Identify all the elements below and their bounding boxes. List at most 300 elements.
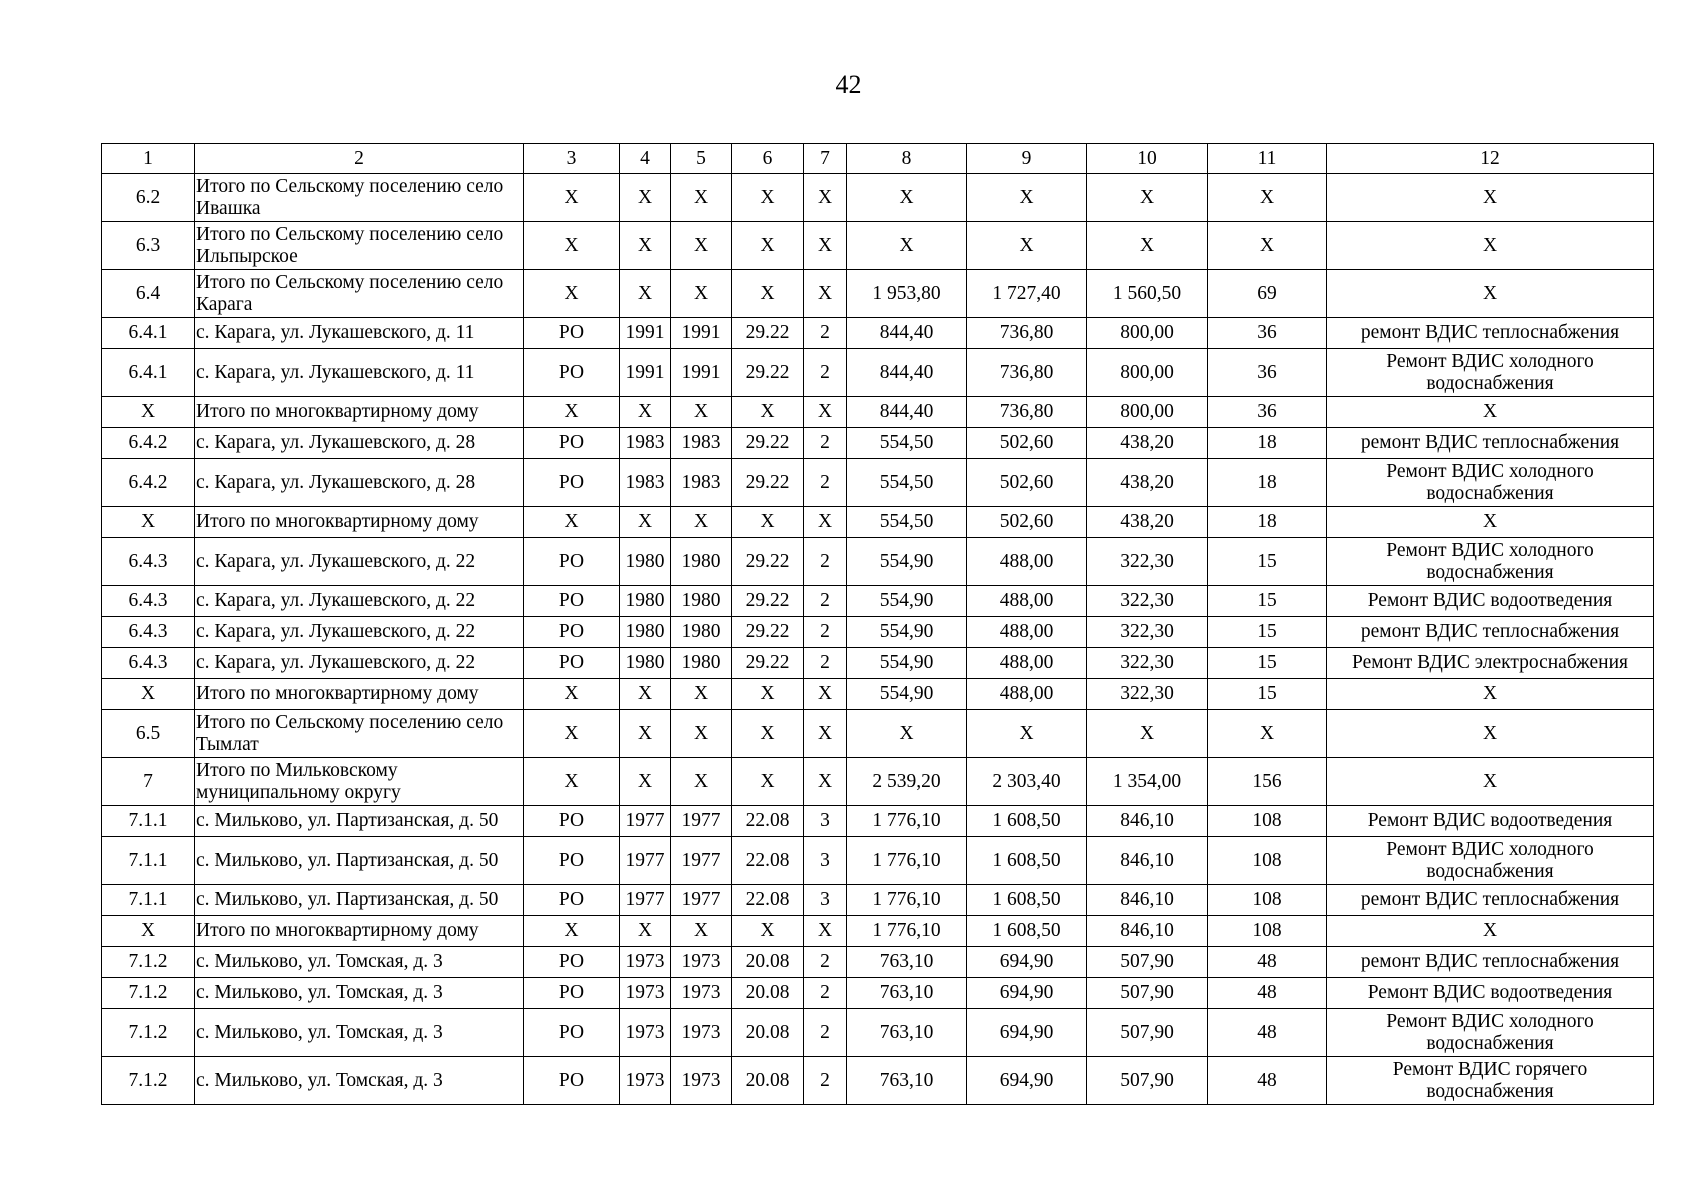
- cell-residents: 108: [1208, 806, 1327, 837]
- cell-row-number: 6.4.3: [102, 617, 195, 648]
- cell-address: Итого по многоквартирному дому: [195, 397, 524, 428]
- data-table: [101, 143, 1654, 1105]
- cell-year-built: 1977: [620, 837, 671, 885]
- cell-floors: 2: [804, 947, 847, 978]
- cell-address: с. Карага, ул. Лукашевского, д. 22: [195, 586, 524, 617]
- cell-area-total: 763,10: [847, 1057, 967, 1105]
- table-row: [102, 428, 1654, 459]
- cell-code: 29.22: [732, 617, 804, 648]
- cell-work-type: ремонт ВДИС теплоснабжения: [1327, 885, 1654, 916]
- cell-code: 20.08: [732, 978, 804, 1009]
- cell-residents: X: [1208, 710, 1327, 758]
- cell-area-living: 694,90: [967, 1057, 1087, 1105]
- cell-work-type: X: [1327, 679, 1654, 710]
- cell-owner-type: РО: [524, 1009, 620, 1057]
- cell-work-type: Ремонт ВДИС водоотведения: [1327, 586, 1654, 617]
- cell-year-built: 1991: [620, 318, 671, 349]
- header-cell: 8: [847, 144, 967, 174]
- cell-residents: 36: [1208, 397, 1327, 428]
- cell-row-number: 6.4: [102, 270, 195, 318]
- cell-owner-type: РО: [524, 806, 620, 837]
- cell-area-other: 322,30: [1087, 538, 1208, 586]
- cell-owner-type: РО: [524, 885, 620, 916]
- cell-area-total: 2 539,20: [847, 758, 967, 806]
- cell-code: X: [732, 710, 804, 758]
- cell-residents: 48: [1208, 1009, 1327, 1057]
- page-number: 42: [835, 70, 862, 99]
- cell-area-living: 736,80: [967, 397, 1087, 428]
- cell-area-living: X: [967, 710, 1087, 758]
- cell-address: Итого по многоквартирному дому: [195, 507, 524, 538]
- cell-area-total: 554,90: [847, 586, 967, 617]
- cell-address: с. Карага, ул. Лукашевского, д. 28: [195, 428, 524, 459]
- cell-area-living: 694,90: [967, 1009, 1087, 1057]
- cell-work-type: X: [1327, 916, 1654, 947]
- cell-residents: 18: [1208, 507, 1327, 538]
- cell-code: 20.08: [732, 947, 804, 978]
- cell-floors: 2: [804, 459, 847, 507]
- cell-area-other: X: [1087, 710, 1208, 758]
- table-row: [102, 617, 1654, 648]
- cell-area-other: 438,20: [1087, 428, 1208, 459]
- cell-area-total: 1 776,10: [847, 885, 967, 916]
- cell-floors: 2: [804, 586, 847, 617]
- cell-year-commissioned: 1973: [671, 978, 732, 1009]
- cell-area-total: 554,90: [847, 679, 967, 710]
- cell-row-number: X: [102, 679, 195, 710]
- cell-area-other: 846,10: [1087, 806, 1208, 837]
- cell-code: 20.08: [732, 1057, 804, 1105]
- cell-floors: 2: [804, 349, 847, 397]
- cell-floors: 3: [804, 806, 847, 837]
- header-cell: 9: [967, 144, 1087, 174]
- cell-code: 29.22: [732, 459, 804, 507]
- cell-area-total: 554,50: [847, 428, 967, 459]
- cell-owner-type: X: [524, 710, 620, 758]
- cell-year-commissioned: 1973: [671, 1009, 732, 1057]
- cell-area-living: 1 727,40: [967, 270, 1087, 318]
- cell-year-built: 1977: [620, 806, 671, 837]
- cell-year-commissioned: X: [671, 174, 732, 222]
- cell-owner-type: РО: [524, 349, 620, 397]
- cell-work-type: X: [1327, 222, 1654, 270]
- cell-area-living: 1 608,50: [967, 837, 1087, 885]
- cell-year-commissioned: X: [671, 758, 732, 806]
- cell-area-living: 694,90: [967, 947, 1087, 978]
- cell-row-number: 6.5: [102, 710, 195, 758]
- cell-row-number: 7.1.1: [102, 885, 195, 916]
- cell-year-commissioned: 1980: [671, 538, 732, 586]
- cell-floors: X: [804, 916, 847, 947]
- cell-address: с. Карага, ул. Лукашевского, д. 11: [195, 318, 524, 349]
- cell-floors: 3: [804, 885, 847, 916]
- cell-year-built: 1980: [620, 617, 671, 648]
- cell-area-total: 763,10: [847, 1009, 967, 1057]
- cell-code: 29.22: [732, 538, 804, 586]
- cell-floors: X: [804, 222, 847, 270]
- cell-year-commissioned: 1973: [671, 947, 732, 978]
- cell-area-living: 488,00: [967, 648, 1087, 679]
- cell-area-total: 554,90: [847, 538, 967, 586]
- cell-area-total: 554,50: [847, 507, 967, 538]
- table-row: [102, 459, 1654, 507]
- cell-owner-type: РО: [524, 586, 620, 617]
- cell-row-number: 7.1.2: [102, 947, 195, 978]
- cell-year-built: 1973: [620, 978, 671, 1009]
- cell-row-number: 7.1.1: [102, 806, 195, 837]
- cell-row-number: X: [102, 916, 195, 947]
- cell-area-other: 322,30: [1087, 648, 1208, 679]
- cell-area-living: 502,60: [967, 459, 1087, 507]
- cell-area-living: 1 608,50: [967, 916, 1087, 947]
- cell-year-commissioned: 1983: [671, 428, 732, 459]
- cell-residents: X: [1208, 222, 1327, 270]
- cell-row-number: 7: [102, 758, 195, 806]
- cell-work-type: ремонт ВДИС теплоснабжения: [1327, 947, 1654, 978]
- cell-area-living: X: [967, 222, 1087, 270]
- cell-area-other: 846,10: [1087, 885, 1208, 916]
- cell-row-number: 6.3: [102, 222, 195, 270]
- cell-year-commissioned: 1977: [671, 885, 732, 916]
- table-row: [102, 318, 1654, 349]
- cell-floors: X: [804, 679, 847, 710]
- cell-code: X: [732, 222, 804, 270]
- cell-year-built: 1980: [620, 648, 671, 679]
- cell-year-commissioned: 1980: [671, 648, 732, 679]
- table-row: [102, 758, 1654, 806]
- cell-area-other: 800,00: [1087, 349, 1208, 397]
- cell-code: X: [732, 174, 804, 222]
- cell-address: Итого по Сельскому поселению село Карага: [195, 270, 524, 318]
- cell-residents: 36: [1208, 349, 1327, 397]
- cell-year-built: X: [620, 710, 671, 758]
- cell-year-built: X: [620, 916, 671, 947]
- cell-area-total: 1 953,80: [847, 270, 967, 318]
- table-row: [102, 1009, 1654, 1057]
- cell-address: Итого по многоквартирному дому: [195, 679, 524, 710]
- cell-area-other: X: [1087, 222, 1208, 270]
- table-row: [102, 507, 1654, 538]
- cell-area-other: 507,90: [1087, 947, 1208, 978]
- cell-area-living: 488,00: [967, 586, 1087, 617]
- cell-area-total: X: [847, 174, 967, 222]
- table-row: [102, 397, 1654, 428]
- table-row: [102, 222, 1654, 270]
- cell-floors: 2: [804, 1009, 847, 1057]
- cell-floors: 2: [804, 1057, 847, 1105]
- table-row: [102, 679, 1654, 710]
- cell-code: 29.22: [732, 349, 804, 397]
- cell-owner-type: X: [524, 507, 620, 538]
- cell-year-built: X: [620, 679, 671, 710]
- cell-area-other: 322,30: [1087, 679, 1208, 710]
- cell-residents: 48: [1208, 978, 1327, 1009]
- cell-area-living: 488,00: [967, 679, 1087, 710]
- cell-owner-type: РО: [524, 428, 620, 459]
- cell-code: 29.22: [732, 428, 804, 459]
- cell-area-living: 694,90: [967, 978, 1087, 1009]
- cell-code: X: [732, 679, 804, 710]
- cell-row-number: 7.1.2: [102, 978, 195, 1009]
- table-row: [102, 349, 1654, 397]
- table-row: [102, 648, 1654, 679]
- cell-work-type: ремонт ВДИС теплоснабжения: [1327, 428, 1654, 459]
- cell-residents: 15: [1208, 538, 1327, 586]
- table-body: [102, 144, 1654, 1105]
- cell-residents: 15: [1208, 648, 1327, 679]
- cell-year-commissioned: X: [671, 710, 732, 758]
- cell-year-commissioned: 1977: [671, 806, 732, 837]
- cell-work-type: Ремонт ВДИС водоотведения: [1327, 978, 1654, 1009]
- table-row: [102, 837, 1654, 885]
- cell-address: Итого по Сельскому поселению село Тымлат: [195, 710, 524, 758]
- cell-owner-type: X: [524, 222, 620, 270]
- cell-address: Итого по многоквартирному дому: [195, 916, 524, 947]
- cell-residents: 156: [1208, 758, 1327, 806]
- cell-area-other: 438,20: [1087, 507, 1208, 538]
- header-cell: 1: [102, 144, 195, 174]
- header-cell: 10: [1087, 144, 1208, 174]
- cell-year-commissioned: X: [671, 507, 732, 538]
- cell-code: 29.22: [732, 648, 804, 679]
- cell-year-commissioned: 1980: [671, 586, 732, 617]
- cell-code: 29.22: [732, 586, 804, 617]
- cell-code: X: [732, 270, 804, 318]
- cell-floors: X: [804, 174, 847, 222]
- cell-floors: X: [804, 710, 847, 758]
- cell-owner-type: X: [524, 679, 620, 710]
- cell-row-number: 6.4.2: [102, 459, 195, 507]
- cell-code: 29.22: [732, 318, 804, 349]
- table-row: [102, 1057, 1654, 1105]
- cell-address: Итого по Сельскому поселению село Ивашка: [195, 174, 524, 222]
- cell-year-commissioned: X: [671, 397, 732, 428]
- cell-owner-type: РО: [524, 617, 620, 648]
- cell-row-number: 6.4.1: [102, 349, 195, 397]
- cell-year-built: 1991: [620, 349, 671, 397]
- table-row: [102, 978, 1654, 1009]
- table-row: [102, 947, 1654, 978]
- cell-area-total: X: [847, 222, 967, 270]
- cell-area-living: 736,80: [967, 349, 1087, 397]
- cell-year-built: 1973: [620, 947, 671, 978]
- cell-area-other: 846,10: [1087, 837, 1208, 885]
- cell-work-type: Ремонт ВДИС горячего водоснабжения: [1327, 1057, 1654, 1105]
- cell-area-total: 554,90: [847, 648, 967, 679]
- cell-residents: 36: [1208, 318, 1327, 349]
- cell-work-type: Ремонт ВДИС холодного водоснабжения: [1327, 349, 1654, 397]
- cell-owner-type: X: [524, 270, 620, 318]
- cell-address: с. Карага, ул. Лукашевского, д. 22: [195, 648, 524, 679]
- cell-row-number: 6.2: [102, 174, 195, 222]
- header-cell: 7: [804, 144, 847, 174]
- cell-address: Итого по Сельскому поселению село Ильпырское: [195, 222, 524, 270]
- cell-work-type: Ремонт ВДИС холодного водоснабжения: [1327, 837, 1654, 885]
- cell-year-commissioned: X: [671, 270, 732, 318]
- cell-address: с. Мильково, ул. Томская, д. 3: [195, 978, 524, 1009]
- cell-residents: 108: [1208, 916, 1327, 947]
- cell-code: X: [732, 507, 804, 538]
- cell-year-built: 1983: [620, 428, 671, 459]
- header-cell: 2: [195, 144, 524, 174]
- cell-residents: 108: [1208, 885, 1327, 916]
- header-cell: 3: [524, 144, 620, 174]
- cell-area-total: 763,10: [847, 947, 967, 978]
- cell-area-total: 554,50: [847, 459, 967, 507]
- cell-year-built: 1973: [620, 1009, 671, 1057]
- cell-work-type: X: [1327, 507, 1654, 538]
- cell-residents: 15: [1208, 679, 1327, 710]
- cell-area-total: 1 776,10: [847, 806, 967, 837]
- cell-address: с. Мильково, ул. Томская, д. 3: [195, 947, 524, 978]
- cell-work-type: ремонт ВДИС теплоснабжения: [1327, 318, 1654, 349]
- cell-row-number: X: [102, 397, 195, 428]
- cell-address: с. Карага, ул. Лукашевского, д. 28: [195, 459, 524, 507]
- cell-residents: 48: [1208, 1057, 1327, 1105]
- cell-year-commissioned: 1977: [671, 837, 732, 885]
- cell-year-commissioned: 1980: [671, 617, 732, 648]
- cell-year-built: X: [620, 397, 671, 428]
- cell-address: с. Мильково, ул. Томская, д. 3: [195, 1057, 524, 1105]
- cell-floors: 2: [804, 648, 847, 679]
- cell-owner-type: РО: [524, 459, 620, 507]
- cell-year-built: X: [620, 174, 671, 222]
- cell-area-total: 844,40: [847, 318, 967, 349]
- cell-work-type: Ремонт ВДИС электроснабжения: [1327, 648, 1654, 679]
- cell-area-other: 1 560,50: [1087, 270, 1208, 318]
- cell-owner-type: X: [524, 174, 620, 222]
- cell-address: Итого по Мильковскому муниципальному округу: [195, 758, 524, 806]
- cell-work-type: Ремонт ВДИС холодного водоснабжения: [1327, 459, 1654, 507]
- cell-year-commissioned: 1991: [671, 318, 732, 349]
- cell-owner-type: X: [524, 916, 620, 947]
- cell-code: X: [732, 758, 804, 806]
- cell-residents: 108: [1208, 837, 1327, 885]
- cell-floors: X: [804, 507, 847, 538]
- cell-residents: 15: [1208, 617, 1327, 648]
- cell-address: с. Мильково, ул. Партизанская, д. 50: [195, 806, 524, 837]
- cell-area-other: 1 354,00: [1087, 758, 1208, 806]
- cell-floors: 2: [804, 318, 847, 349]
- cell-owner-type: РО: [524, 837, 620, 885]
- cell-floors: X: [804, 397, 847, 428]
- cell-row-number: 6.4.3: [102, 648, 195, 679]
- cell-row-number: 7.1.2: [102, 1057, 195, 1105]
- header-cell: 12: [1327, 144, 1654, 174]
- cell-owner-type: X: [524, 397, 620, 428]
- cell-row-number: 6.4.1: [102, 318, 195, 349]
- table-row: [102, 710, 1654, 758]
- cell-year-built: X: [620, 270, 671, 318]
- cell-residents: 15: [1208, 586, 1327, 617]
- cell-year-commissioned: 1973: [671, 1057, 732, 1105]
- cell-floors: X: [804, 758, 847, 806]
- cell-year-built: X: [620, 758, 671, 806]
- cell-area-total: 844,40: [847, 349, 967, 397]
- cell-owner-type: РО: [524, 947, 620, 978]
- cell-work-type: Ремонт ВДИС холодного водоснабжения: [1327, 1009, 1654, 1057]
- table-row: [102, 916, 1654, 947]
- cell-year-commissioned: X: [671, 916, 732, 947]
- cell-owner-type: РО: [524, 978, 620, 1009]
- cell-work-type: X: [1327, 710, 1654, 758]
- cell-owner-type: РО: [524, 648, 620, 679]
- cell-code: 22.08: [732, 806, 804, 837]
- cell-floors: 2: [804, 617, 847, 648]
- header-cell: 5: [671, 144, 732, 174]
- header-cell: 4: [620, 144, 671, 174]
- cell-area-living: 2 303,40: [967, 758, 1087, 806]
- cell-code: 22.08: [732, 885, 804, 916]
- table-row: [102, 586, 1654, 617]
- cell-address: с. Мильково, ул. Томская, д. 3: [195, 1009, 524, 1057]
- cell-owner-type: X: [524, 758, 620, 806]
- cell-address: с. Мильково, ул. Партизанская, д. 50: [195, 837, 524, 885]
- cell-area-total: 1 776,10: [847, 837, 967, 885]
- cell-area-other: 800,00: [1087, 397, 1208, 428]
- cell-floors: 3: [804, 837, 847, 885]
- cell-area-living: X: [967, 174, 1087, 222]
- cell-owner-type: РО: [524, 318, 620, 349]
- cell-area-other: 507,90: [1087, 978, 1208, 1009]
- cell-area-total: 763,10: [847, 978, 967, 1009]
- cell-area-living: 502,60: [967, 507, 1087, 538]
- cell-year-commissioned: 1983: [671, 459, 732, 507]
- cell-year-built: 1973: [620, 1057, 671, 1105]
- table-header-row: [102, 144, 1654, 174]
- cell-area-total: X: [847, 710, 967, 758]
- cell-area-total: 844,40: [847, 397, 967, 428]
- cell-row-number: 6.4.3: [102, 538, 195, 586]
- cell-year-built: 1977: [620, 885, 671, 916]
- cell-work-type: Ремонт ВДИС холодного водоснабжения: [1327, 538, 1654, 586]
- header-cell: 6: [732, 144, 804, 174]
- cell-address: с. Карага, ул. Лукашевского, д. 22: [195, 538, 524, 586]
- cell-area-other: 507,90: [1087, 1057, 1208, 1105]
- cell-year-built: 1983: [620, 459, 671, 507]
- table-row: [102, 270, 1654, 318]
- cell-work-type: X: [1327, 397, 1654, 428]
- cell-code: X: [732, 916, 804, 947]
- cell-row-number: X: [102, 507, 195, 538]
- cell-work-type: ремонт ВДИС теплоснабжения: [1327, 617, 1654, 648]
- cell-row-number: 6.4.2: [102, 428, 195, 459]
- cell-year-built: 1980: [620, 538, 671, 586]
- cell-owner-type: РО: [524, 538, 620, 586]
- cell-row-number: 7.1.1: [102, 837, 195, 885]
- cell-year-built: X: [620, 222, 671, 270]
- cell-area-other: 322,30: [1087, 586, 1208, 617]
- table-row: [102, 174, 1654, 222]
- cell-area-living: 736,80: [967, 318, 1087, 349]
- cell-year-built: 1980: [620, 586, 671, 617]
- cell-area-other: 846,10: [1087, 916, 1208, 947]
- cell-row-number: 7.1.2: [102, 1009, 195, 1057]
- cell-work-type: X: [1327, 174, 1654, 222]
- header-cell: 11: [1208, 144, 1327, 174]
- cell-area-living: 1 608,50: [967, 885, 1087, 916]
- cell-year-commissioned: X: [671, 679, 732, 710]
- cell-area-other: 507,90: [1087, 1009, 1208, 1057]
- cell-residents: 48: [1208, 947, 1327, 978]
- cell-area-living: 502,60: [967, 428, 1087, 459]
- table-row: [102, 885, 1654, 916]
- cell-floors: X: [804, 270, 847, 318]
- table-row: [102, 806, 1654, 837]
- cell-row-number: 6.4.3: [102, 586, 195, 617]
- cell-address: с. Карага, ул. Лукашевского, д. 22: [195, 617, 524, 648]
- cell-area-other: 800,00: [1087, 318, 1208, 349]
